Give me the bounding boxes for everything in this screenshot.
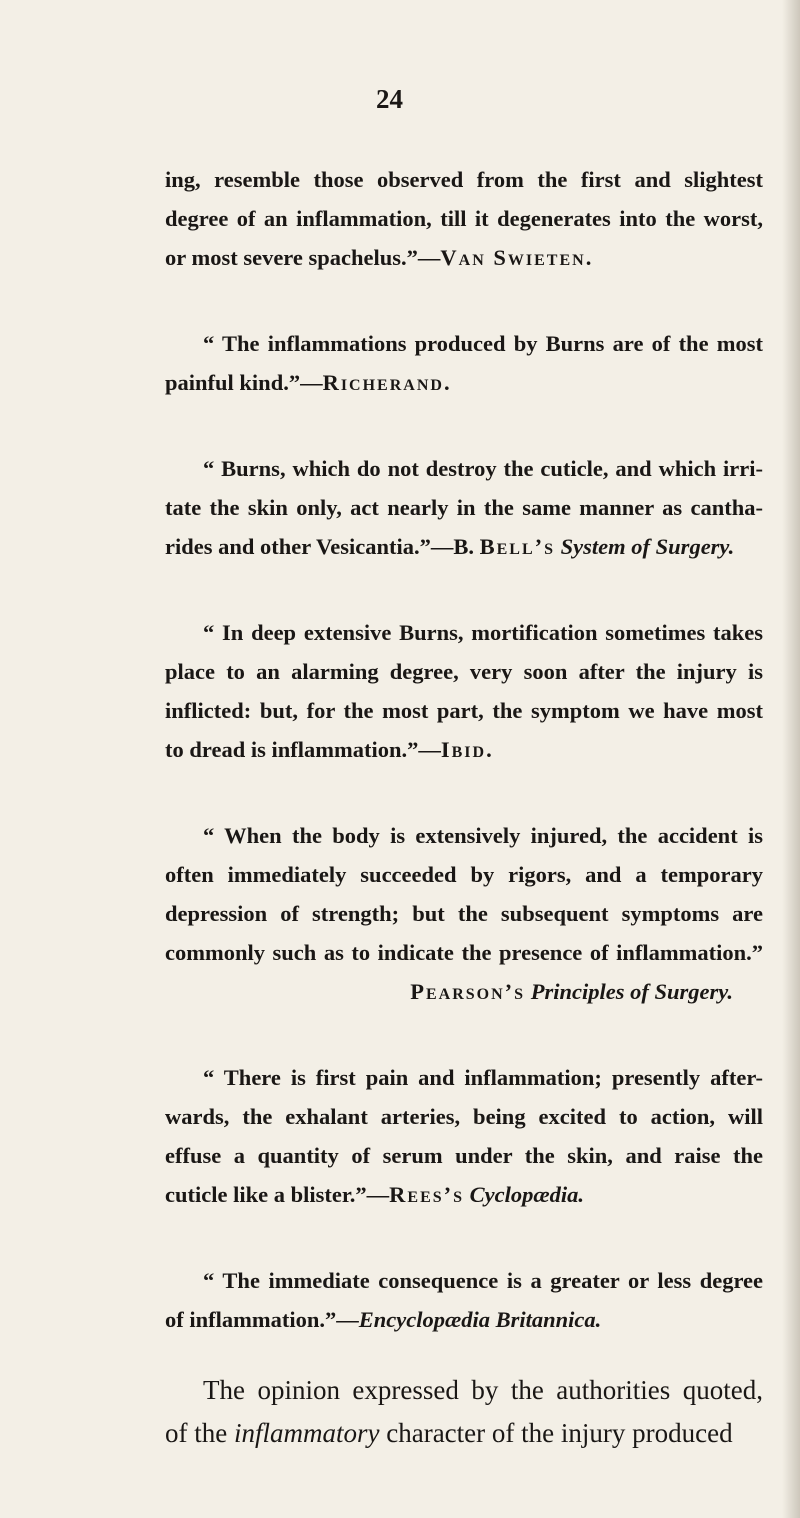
quote-text: to dread is inflammation.”—	[165, 737, 441, 762]
text-line: degree of an inflammation, till it degenerates into the worst,	[165, 206, 763, 231]
text-line: place to an alarming degree, very soon after the injury is	[165, 659, 763, 684]
text-line: “ When the body is extensively injured, the accident is	[203, 823, 763, 848]
text-line: commonly such as to indicate the presence of inflammation.”	[165, 940, 763, 965]
text-line: inflicted: but, for the most part, the symptom we have most	[165, 698, 763, 723]
quote-pearson	[165, 816, 763, 1011]
emphasis-text: inflammatory	[233, 1418, 380, 1448]
text-line: wards, the exhalant arteries, being excited to action, will	[165, 1104, 763, 1129]
text-line: “ There is first pain and inflammation; presently after-	[203, 1065, 763, 1090]
page-edge-shadow	[782, 0, 800, 1518]
quote-text: cuticle like a blister.”—	[165, 1182, 390, 1207]
citation-title: System of Surgery.	[560, 534, 735, 559]
citation-author: Bell’s	[479, 534, 556, 559]
citation-author: Pearson’s	[410, 979, 526, 1004]
text-line: The opinion expressed by the authorities quoted,	[203, 1375, 763, 1405]
text-line: depression of strength; but the subsequent symptoms are	[165, 901, 763, 926]
citation-title: Principles of Surgery.	[530, 979, 733, 1004]
quote-van-swieten	[165, 160, 763, 277]
citation-line	[165, 972, 763, 1011]
text-line	[165, 238, 763, 277]
text-line	[165, 363, 763, 402]
citation-title: Encyclopædia Britannica.	[358, 1307, 602, 1332]
citation-author: Rees’s	[389, 1182, 465, 1207]
text-line	[165, 1175, 763, 1214]
page-number: 24	[376, 84, 403, 114]
text-line: often immediately succeeded by rigors, and a temporary	[165, 862, 763, 887]
text-line: ing, resemble those observed from the first and slightest	[165, 167, 763, 192]
text-line: “ The immediate consequence is a greater or less degree	[203, 1268, 763, 1293]
quote-rees	[165, 1058, 763, 1214]
text-line: “ The inflammations produced by Burns are of the most	[203, 331, 763, 356]
text-line	[165, 1300, 763, 1339]
text-line: “ Burns, which do not destroy the cuticle, and which irri-	[203, 456, 763, 481]
text-line: “ In deep extensive Burns, mortification sometimes takes	[203, 620, 763, 645]
text-line	[165, 1412, 763, 1455]
quote-text: painful kind.”—	[165, 370, 323, 395]
body-text: character of the injury produced	[379, 1418, 733, 1448]
quote-text: or most severe spachelus.”—	[165, 245, 441, 270]
quote-text: of inflammation.”—	[165, 1307, 359, 1332]
quote-richerand	[165, 324, 763, 402]
quote-bell	[165, 449, 763, 566]
quote-britannica	[165, 1261, 763, 1339]
citation-author: Van Swieten.	[440, 245, 594, 270]
text-line: tate the skin only, act nearly in the same manner as cantha-	[165, 495, 763, 520]
page-content	[165, 160, 763, 1455]
text-line	[165, 730, 763, 769]
quote-text: rides and other Vesicantia.”—B.	[165, 534, 480, 559]
body-text: of the	[165, 1418, 234, 1448]
citation-author: Richerand.	[322, 370, 452, 395]
text-line	[165, 527, 763, 566]
citation-author: Ibid.	[440, 737, 494, 762]
closing-paragraph	[165, 1369, 763, 1455]
text-line: effuse a quantity of serum under the skin, and raise the	[165, 1143, 763, 1168]
citation-title: Cyclopædia.	[469, 1182, 585, 1207]
quote-bell-ibid	[165, 613, 763, 769]
